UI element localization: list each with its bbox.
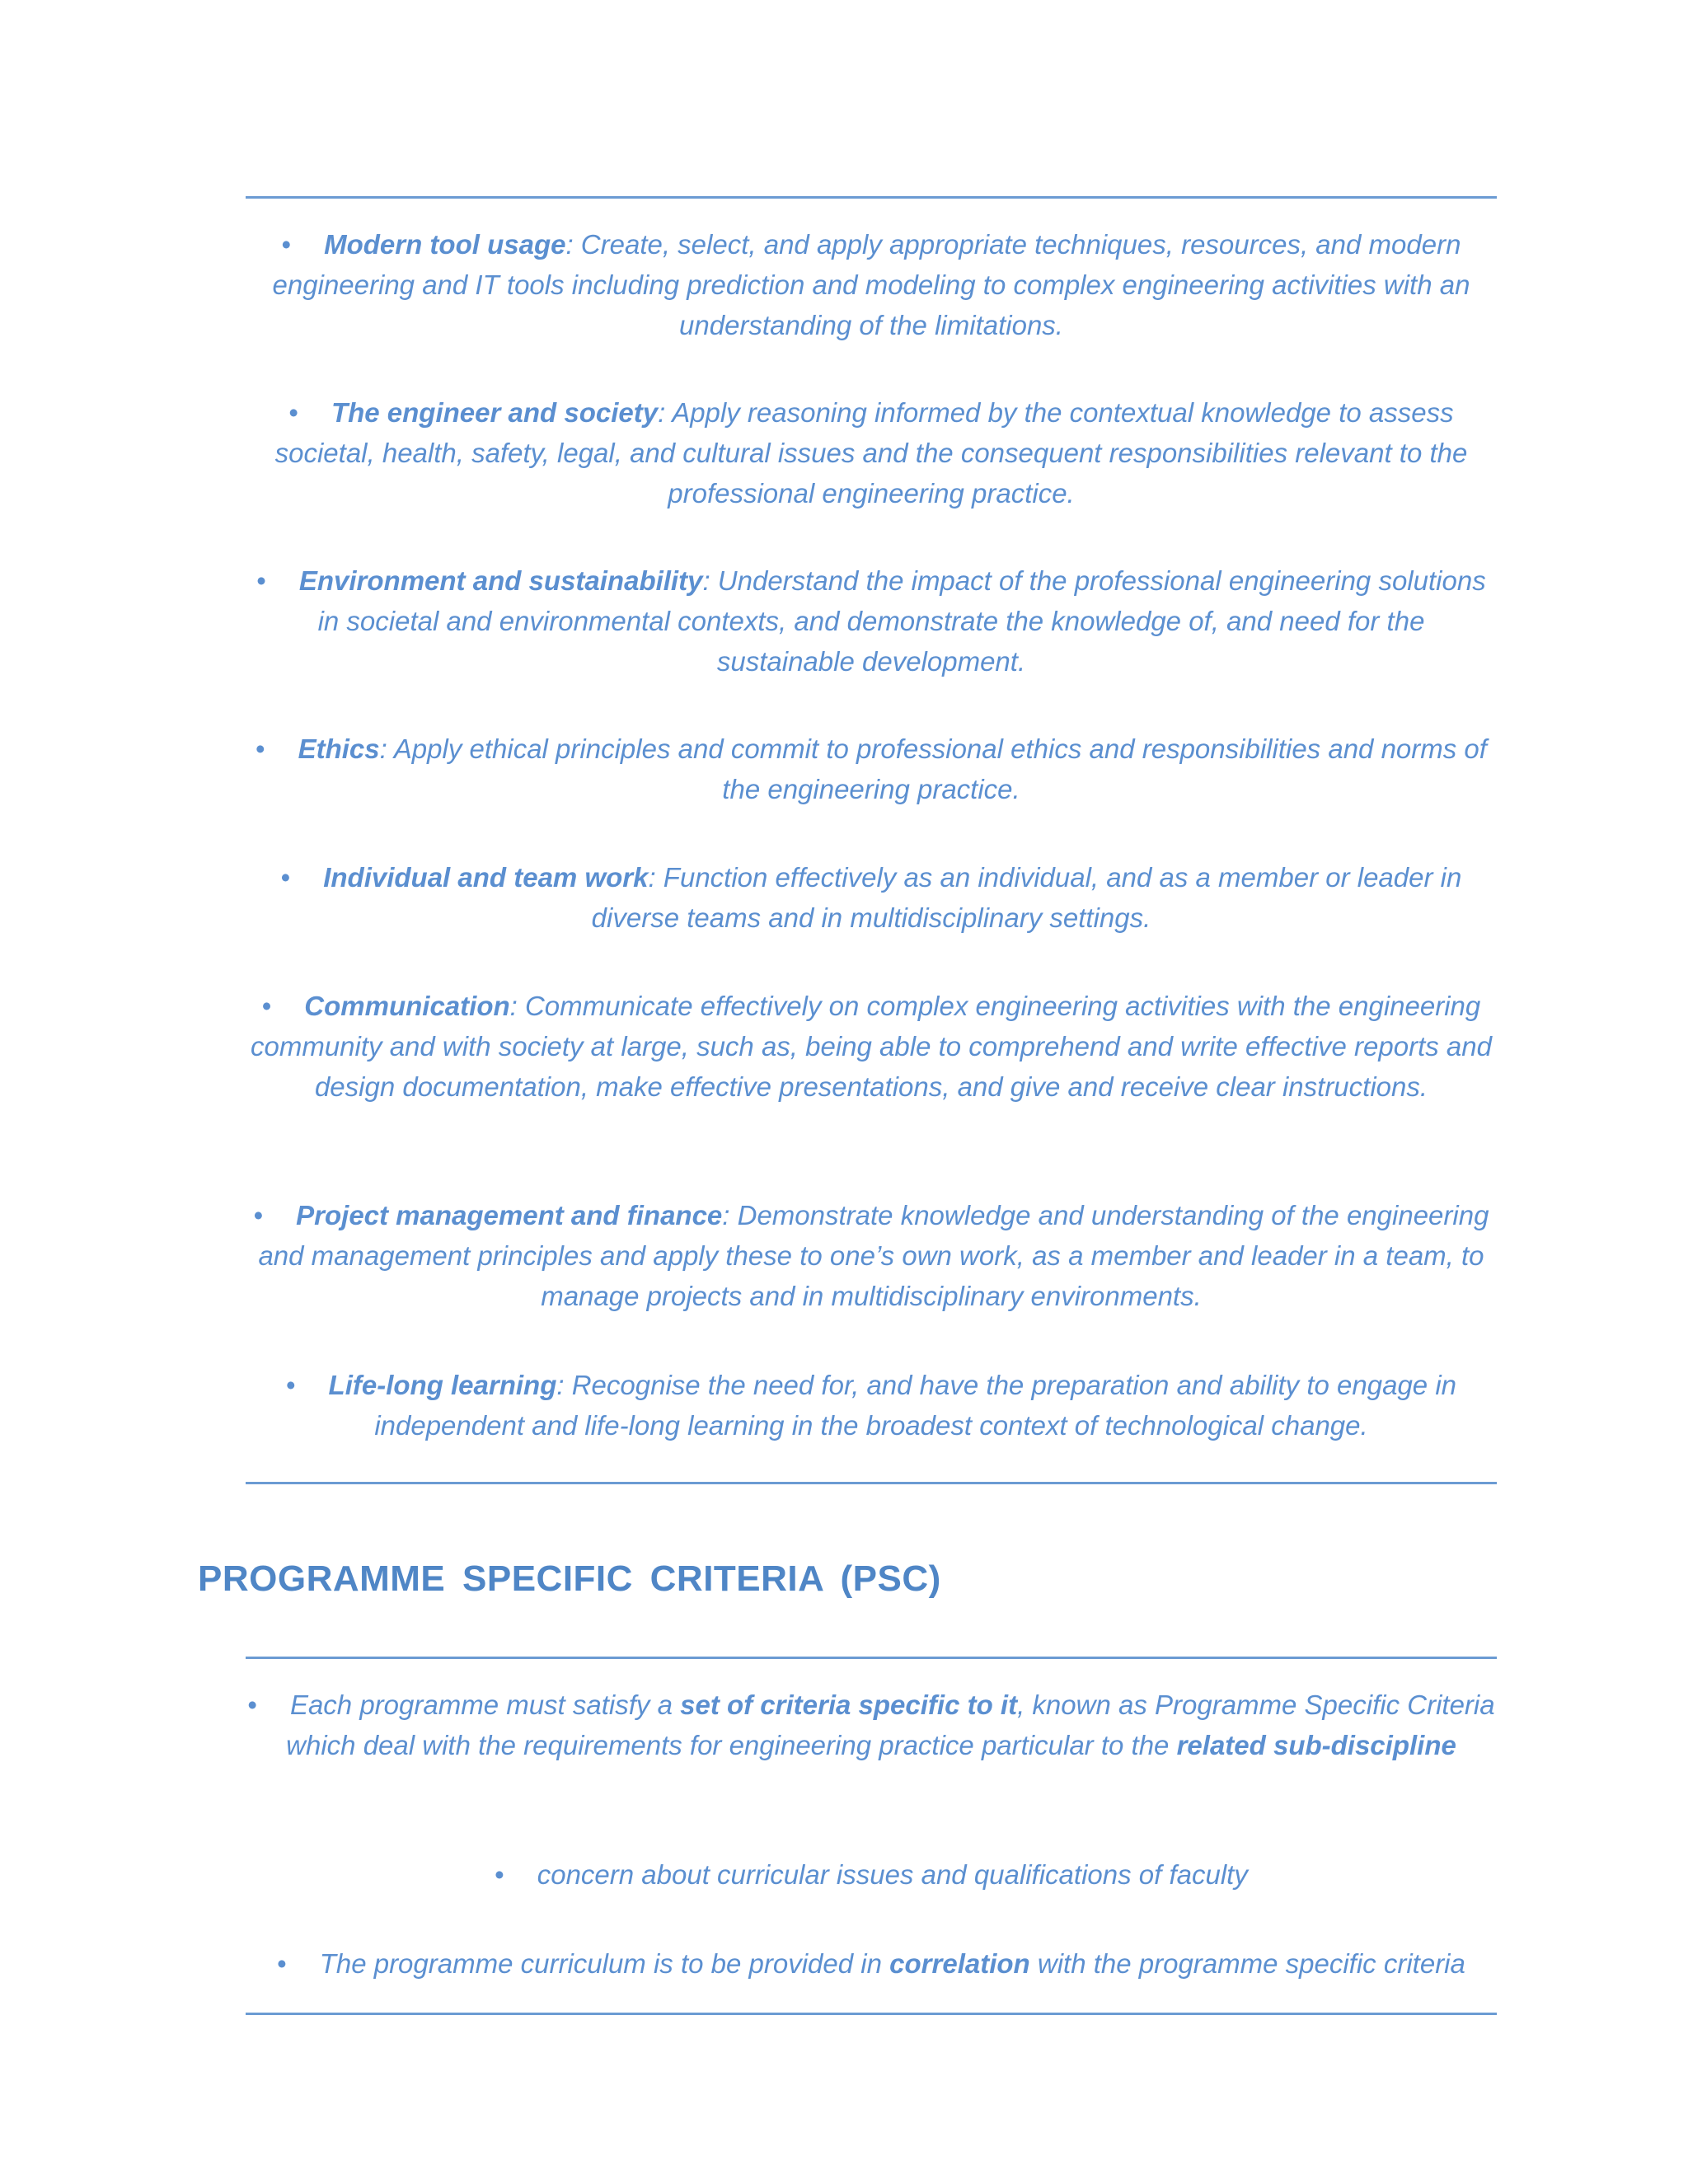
outcome-text: : Apply ethical principles and commit to professional ethics and responsibilities and norms of the engineering practice. <box>379 733 1487 804</box>
outcome-term: The engineer and society <box>331 397 659 428</box>
outcome-item-individual-and-team-work <box>246 857 1497 938</box>
outcome-term: Communication <box>304 991 510 1021</box>
outcome-term: Ethics <box>298 733 380 764</box>
outcome-text: : Apply reasoning informed by the contextual knowledge to assess societal, health, safety, legal, and cultural issues and the consequent responsibilities relevant to the professional engineering practice. <box>274 397 1468 509</box>
psc-item-correlation <box>246 1943 1497 1984</box>
psc-item-criteria <box>246 1685 1497 1765</box>
outcome-term: Individual and team work <box>323 862 649 893</box>
middle-divider <box>246 1482 1497 1484</box>
outcome-text: : Recognise the need for, and have the preparation and ability to engage in independent and life-long learning in the broadest context of technological change. <box>374 1370 1457 1441</box>
outcome-text: : Function effectively as an individual, and as a member or leader in diverse teams and in multidisciplinary settings. <box>591 862 1462 933</box>
bullet: • <box>281 229 292 260</box>
outcome-item-ethics <box>246 729 1497 809</box>
psc-text: concern about curricular issues and qualifications of faculty <box>537 1859 1248 1890</box>
psc-emphasis: correlation <box>889 1948 1030 1979</box>
bullet: • <box>247 1690 257 1720</box>
bullet: • <box>495 1859 504 1890</box>
outcome-text: : Create, select, and apply appropriate techniques, resources, and modern engineering and IT tools including prediction and modeling to complex engineering activities with an understanding of the limitations. <box>272 229 1470 340</box>
outcome-item-engineer-and-society <box>246 392 1497 513</box>
psc-item-curricular-issues <box>246 1854 1497 1895</box>
bullet: • <box>277 1948 287 1979</box>
bullet: • <box>285 1370 296 1400</box>
top-divider <box>246 196 1497 199</box>
outcome-term: Life-long learning <box>328 1370 557 1400</box>
outcome-term: Environment and sustainability <box>298 565 703 596</box>
psc-emphasis: set of criteria specific to it <box>680 1690 1018 1720</box>
bullet: • <box>288 397 298 428</box>
bullet: • <box>256 565 266 596</box>
outcome-term: Project management and finance <box>296 1200 723 1230</box>
psc-emphasis: related sub-discipline <box>1176 1730 1456 1760</box>
section-heading: PROGRAMME SPECIFIC CRITERIA (PSC) <box>198 1558 941 1599</box>
outcome-text: : Demonstrate knowledge and understanding of the engineering and management principles and apply these to one’s own work, as a member and leader in a team, to manage projects and in multidisciplinary environments. <box>258 1200 1489 1311</box>
outcome-item-life-long-learning <box>246 1365 1497 1446</box>
outcome-term: Modern tool usage <box>324 229 566 260</box>
outcome-item-modern-tool-usage <box>246 224 1497 345</box>
psc-top-divider <box>246 1657 1497 1659</box>
bullet: • <box>280 862 291 893</box>
psc-text: The programme curriculum is to be provided in <box>319 1948 890 1979</box>
bullet: • <box>253 1200 264 1230</box>
outcome-item-communication <box>246 986 1497 1107</box>
outcome-item-environment-and-sustainability <box>246 560 1497 682</box>
outcome-text: : Understand the impact of the professional engineering solutions in societal and environmental contexts, and demonstrate the knowledge of, and need for the sustainable development. <box>317 565 1486 677</box>
bullet: • <box>261 991 272 1021</box>
outcome-text: : Communicate effectively on complex engineering activities with the engineering community and with society at large, such as, being able to comprehend and write effective reports and design documentation, make effective presentations, and give and receive clear instructions. <box>251 991 1492 1102</box>
outcome-item-project-management-and-finance <box>246 1195 1497 1316</box>
psc-text: with the programme specific criteria <box>1029 1948 1465 1979</box>
bullet: • <box>256 733 265 764</box>
psc-text: Each programme must satisfy a <box>289 1690 681 1720</box>
psc-text: , known as Programme Specific Criteria which deal with the requirements for engineering practice particular to the <box>286 1690 1495 1760</box>
bottom-divider <box>246 2013 1497 2015</box>
